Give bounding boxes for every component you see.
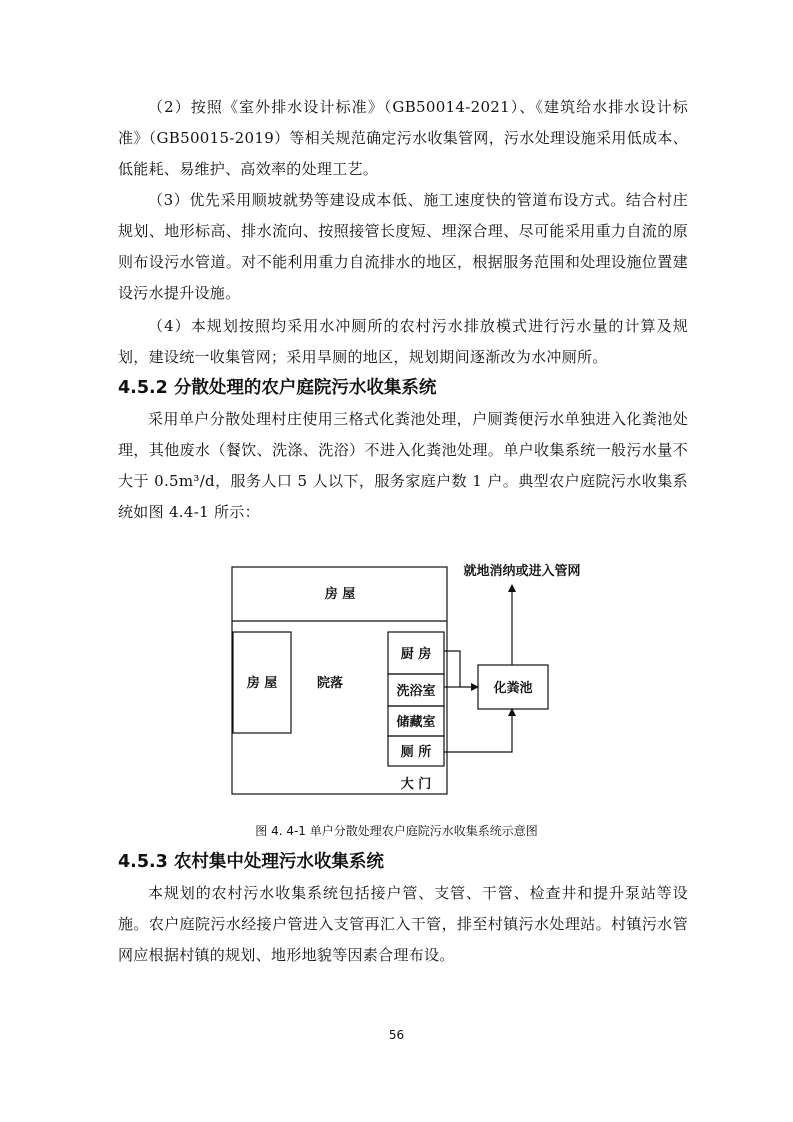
storage-label: 储藏室 <box>396 715 436 730</box>
figure-caption: 图 4. 4-1 单户分散处理农户庭院污水收集系统示意图 <box>255 824 538 838</box>
top-house-label: 房 屋 <box>324 587 356 602</box>
paragraph-item-2: （2）按照《室外排水设计标准》（GB50014-2021）、《建筑给水排水设计标准》（GB50015-2019）等相关规范确定污水收集管网，污水处理设施采用低成本、低能耗、易维护、高效率的处理工艺。 <box>118 98 688 178</box>
left-house-label: 房 屋 <box>246 676 278 691</box>
greywater-pipe-kitchen <box>444 651 478 687</box>
paragraph-item-3: （3）优先采用顺坡就势等建设成本低、施工速度快的管道布设方式。结合村庄规划、地形标高、排水流向、按照接管长度短、埋深合理、尽可能采用重力自流的原则布设污水管道。对不能利用重力自流排水的地区，根据服务范围和处理设施位置建设污水提升设施。 <box>118 191 688 302</box>
outlet-label: 就地消纳或进入管网 <box>463 564 581 579</box>
section-heading-4-5-3: 4.5.3 农村集中处理污水收集系统 <box>118 852 384 872</box>
section-4-5-2-body: 采用单户分散处理村庄使用三格式化粪池处理，户厕粪便污水单独进入化粪池处理，其他废水（餐饮、洗涤、洗浴）不进入化粪池处理。单户收集系统一般污水量不大于 0.5m³/d，服务人口 5 人以下，服务家庭户数 1 户。典型农户庭院污水收集系统如图 4.4-1 所示： <box>118 410 688 521</box>
kitchen-label: 厨 房 <box>400 647 432 662</box>
section-4-5-3-body: 本规划的农村污水收集系统包括接户管、支管、干管、检查井和提升泵站等设施。农户庭院污水经接户管进入支管再汇入干管，排至村镇污水处理站。村镇污水管网应根据村镇的规划、地形地貌等因素合理布设。 <box>118 884 688 964</box>
section-heading-4-5-2: 4.5.2 分散处理的农户庭院污水收集系统 <box>118 378 437 398</box>
toilet-label: 厕 所 <box>400 745 432 760</box>
septic-tank-label: 化粪池 <box>493 681 533 696</box>
page-number: 56 <box>388 1028 405 1042</box>
paragraph-item-4: （4）本规划按照均采用水冲厕所的农村污水排放模式进行污水量的计算及规划，建设统一收集管网；采用旱厕的地区，规划期间逐渐改为水冲厕所。 <box>118 317 688 366</box>
gate-label: 大 门 <box>400 777 432 792</box>
courtyard-label: 院落 <box>316 676 344 691</box>
toilet-pipe <box>444 709 512 752</box>
bathroom-label: 洗浴室 <box>396 684 436 699</box>
